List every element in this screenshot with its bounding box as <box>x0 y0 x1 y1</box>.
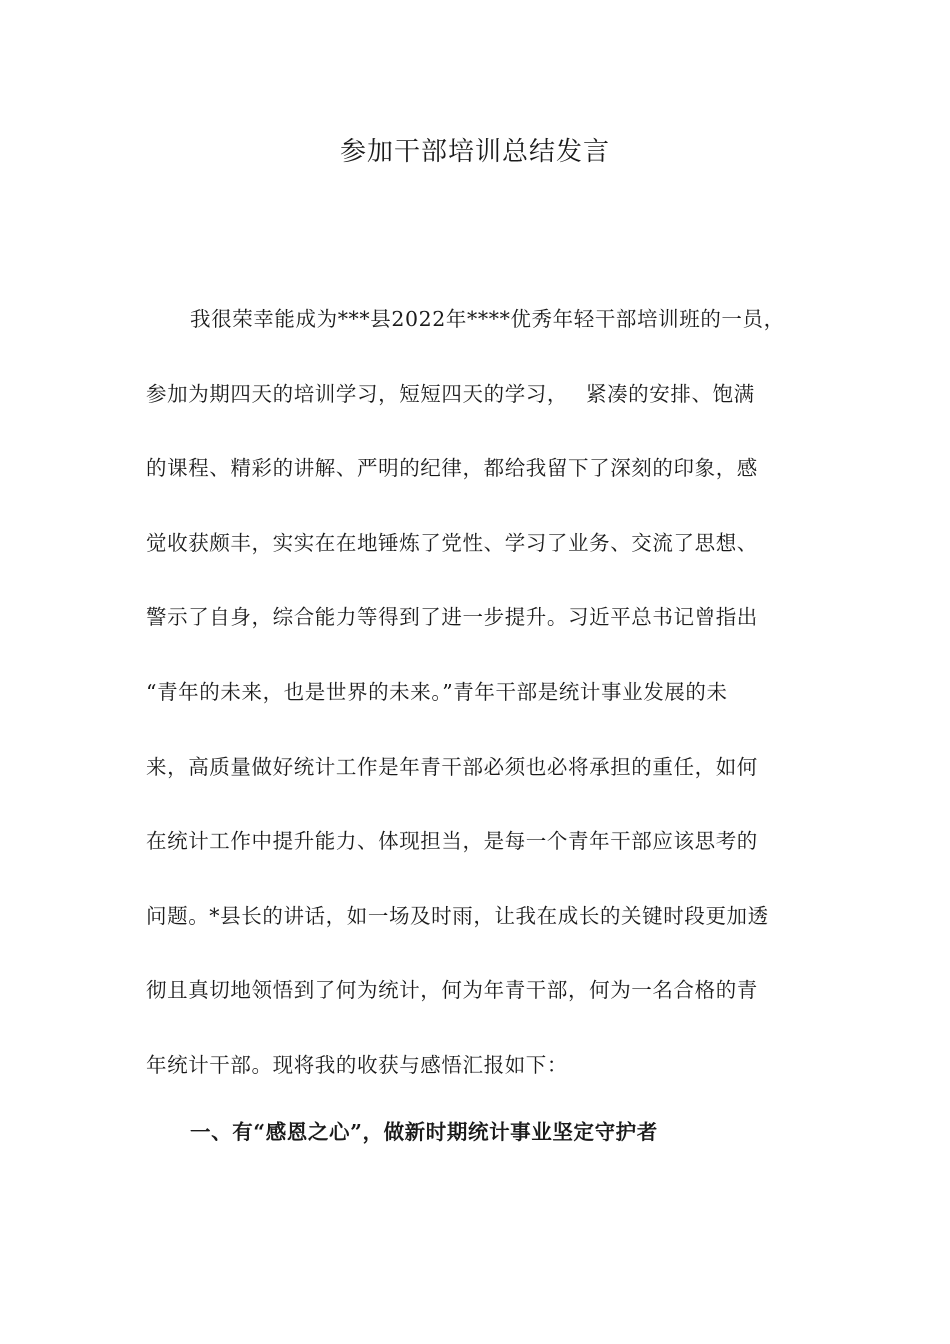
paragraph-line: 在统计工作中提升能力、体现担当，是每一个青年干部应该思考的 <box>146 829 758 854</box>
section-heading: 一、有“感恩之心”，做新时期统计事业坚定守护者 <box>190 1120 658 1144</box>
paragraph-line: 我很荣幸能成为***县2022年****优秀年轻干部培训班的一员， <box>190 307 785 331</box>
paragraph-line: 参加为期四天的培训学习，短短四天的学习， 紧凑的安排、饱满 <box>146 381 755 406</box>
paragraph-line: 问题。*县长的讲话，如一场及时雨，让我在成长的关键时段更加透 <box>146 903 769 928</box>
body-paragraph <box>146 282 806 1103</box>
paragraph-line: 来，高质量做好统计工作是年青干部必须也必将承担的重任，如何 <box>146 754 758 779</box>
paragraph-line: 警示了自身，综合能力等得到了进一步提升。习近平总书记曾指出 <box>146 605 758 630</box>
paragraph-line: 年统计干部。现将我的收获与感悟汇报如下： <box>146 1052 568 1077</box>
paragraph-line: 觉收获颇丰，实实在在地锤炼了党性、学习了业务、交流了思想、 <box>146 530 758 555</box>
document-title: 参加干部培训总结发言 <box>339 137 610 167</box>
paragraph-line: 彻且真切地领悟到了何为统计，何为年青干部，何为一名合格的青 <box>146 978 758 1003</box>
paragraph-line: “青年的未来，也是世界的未来。”青年干部是统计事业发展的未 <box>146 679 728 704</box>
paragraph-line: 的课程、精彩的讲解、严明的纪律，都给我留下了深刻的印象，感 <box>146 456 758 481</box>
